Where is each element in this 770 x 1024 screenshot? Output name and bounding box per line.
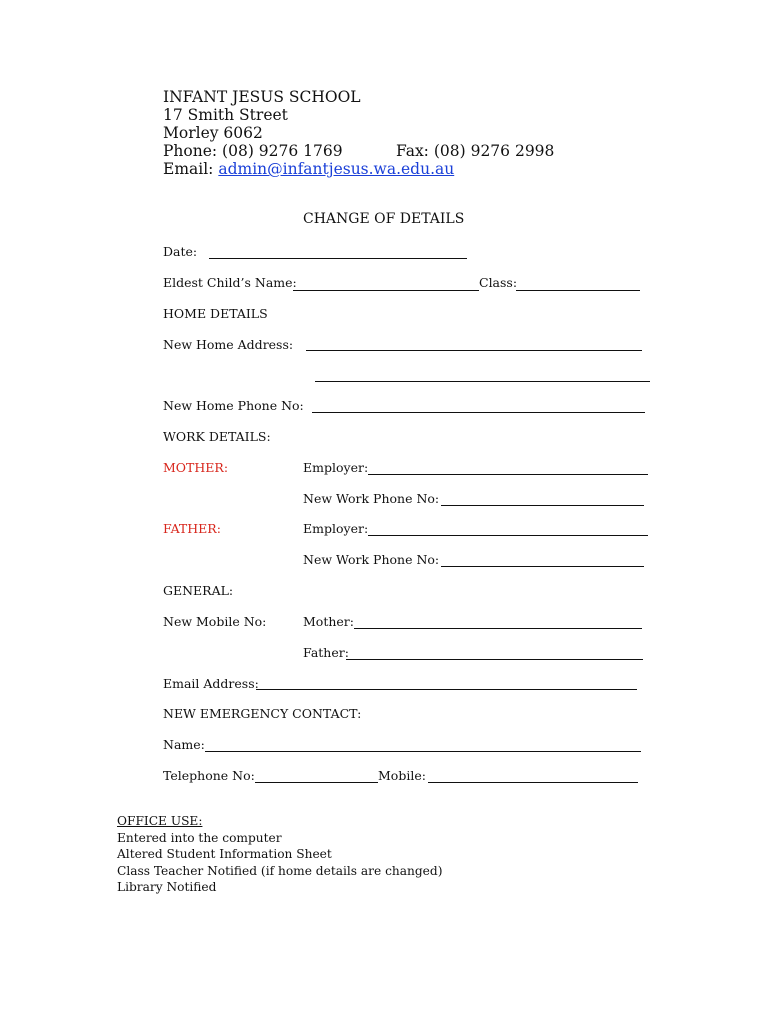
school-suburb: Morley 6062 <box>163 124 263 142</box>
new-home-phone-label: New Home Phone No: <box>163 398 304 413</box>
telephone-label: Telephone No: <box>163 768 255 783</box>
home-address-line-2[interactable] <box>315 381 650 382</box>
father-work-phone-field[interactable] <box>441 566 644 567</box>
mother-employer-field[interactable] <box>368 474 648 475</box>
home-address-line-1[interactable] <box>306 350 642 351</box>
new-home-phone-field[interactable] <box>312 412 645 413</box>
office-use-item: Entered into the computer <box>117 830 282 845</box>
date-field[interactable] <box>209 258 467 259</box>
email-address-field[interactable] <box>256 689 637 690</box>
class-field[interactable] <box>516 290 640 291</box>
school-email-row <box>163 160 454 178</box>
school-email-label: Email: <box>163 160 214 178</box>
father-employer-field[interactable] <box>368 535 648 536</box>
home-details-heading: HOME DETAILS <box>163 306 268 321</box>
emergency-name-field[interactable] <box>205 751 641 752</box>
father-mobile-label: Father: <box>303 645 349 660</box>
mother-work-phone-field[interactable] <box>441 505 644 506</box>
mobile-label: Mobile: <box>378 768 426 783</box>
date-label: Date: <box>163 244 198 259</box>
office-use-item: Class Teacher Notified (if home details are changed) <box>117 863 443 878</box>
class-label: Class: <box>479 275 518 290</box>
mobile-field[interactable] <box>428 782 638 783</box>
father-mobile-field[interactable] <box>346 659 643 660</box>
general-heading: GENERAL: <box>163 583 234 598</box>
work-details-heading: WORK DETAILS: <box>163 429 271 444</box>
eldest-child-label: Eldest Child’s Name: <box>163 275 297 290</box>
office-use-heading: OFFICE USE: <box>117 814 203 828</box>
new-mobile-label: New Mobile No: <box>163 614 267 629</box>
school-email-link[interactable]: admin@infantjesus.wa.edu.au <box>218 160 455 178</box>
form-title: CHANGE OF DETAILS <box>303 211 465 227</box>
mother-employer-label: Employer: <box>303 460 369 475</box>
emergency-contact-heading: NEW EMERGENCY CONTACT: <box>163 706 362 721</box>
office-use-section <box>117 813 442 896</box>
school-fax: Fax: (08) 9276 2998 <box>396 142 555 160</box>
school-name: INFANT JESUS SCHOOL <box>163 88 361 106</box>
office-use-item: Altered Student Information Sheet <box>117 847 332 862</box>
new-home-address-label: New Home Address: <box>163 337 294 352</box>
mother-mobile-field[interactable] <box>354 628 642 629</box>
father-employer-label: Employer: <box>303 521 369 536</box>
mother-label: MOTHER: <box>163 460 229 475</box>
telephone-field[interactable] <box>255 782 378 783</box>
mother-work-phone-label: New Work Phone No: <box>303 491 440 506</box>
school-street: 17 Smith Street <box>163 106 288 124</box>
email-address-label: Email Address: <box>163 676 259 691</box>
father-work-phone-label: New Work Phone No: <box>303 552 440 567</box>
eldest-child-field[interactable] <box>293 290 479 291</box>
emergency-name-label: Name: <box>163 737 205 752</box>
school-phone: Phone: (08) 9276 1769 <box>163 142 343 160</box>
office-use-item: Library Notified <box>117 880 217 895</box>
mother-mobile-label: Mother: <box>303 614 354 629</box>
father-label: FATHER: <box>163 521 221 536</box>
